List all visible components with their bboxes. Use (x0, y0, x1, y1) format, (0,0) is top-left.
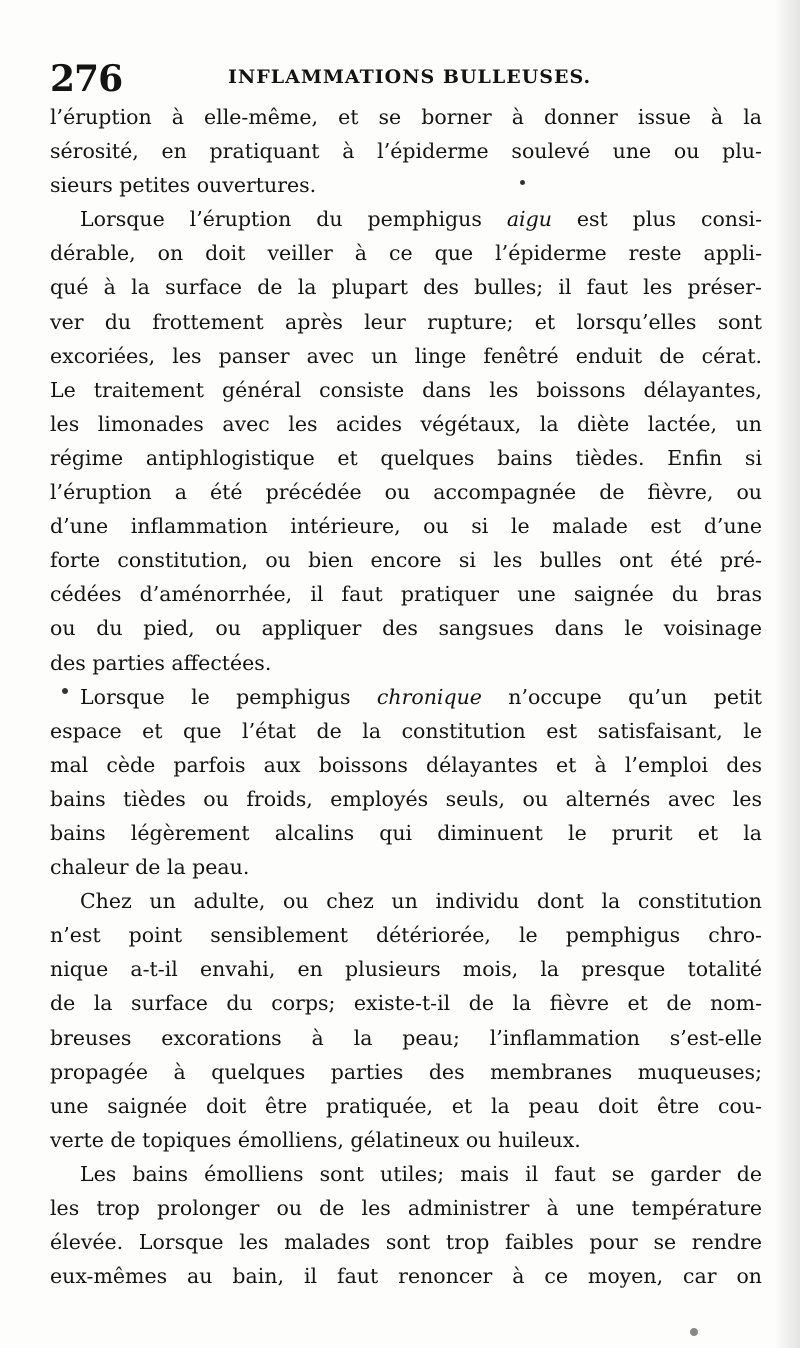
ink-speck (520, 180, 525, 185)
ink-speck (690, 1328, 698, 1336)
text-line: nique a-t-il envahi, en plusieurs mois, la presque totalité (50, 957, 762, 982)
ink-speck (62, 688, 68, 694)
text-line: qué à la surface de la plupart des bulles; il faut les préser- (50, 275, 762, 300)
text-line: breuses excorations à la peau; l’inflammation s’est-elle (50, 1025, 762, 1050)
text-line: mal cède parfois aux boissons délayantes et à l’emploi des (50, 752, 762, 777)
text-line: l’éruption a été précédée ou accompagnée de fièvre, ou (50, 480, 762, 505)
text-line: n’est point sensiblement détériorée, le pemphigus chro- (50, 923, 762, 948)
text-line: excoriées, les panser avec un linge fenêtré enduit de cérat. (50, 343, 762, 368)
text-line: eux-mêmes au bain, il faut renoncer à ce moyen, car on (50, 1264, 762, 1289)
text-line: régime antiphlogistique et quelques bains tièdes. Enfin si (50, 445, 762, 470)
text-line: élevée. Lorsque les malades sont trop faibles pour se rendre (50, 1230, 762, 1255)
page-number: 276 (50, 58, 123, 100)
text-line: Les bains émolliens sont utiles; mais il faut se garder de (80, 1161, 762, 1186)
text-line: sieurs petites ouvertures. (50, 173, 317, 198)
text-line: cédées d’aménorrhée, il faut pratiquer une saignée du bras (50, 582, 762, 607)
text-line: bains légèrement alcalins qui diminuent le prurit et la (50, 820, 762, 845)
text-line: une saignée doit être pratiquée, et la peau doit être cou- (50, 1093, 762, 1118)
running-title: INFLAMMATIONS BULLEUSES. (228, 66, 592, 88)
text-line: bains tièdes ou froids, employés seuls, ou alternés avec les (50, 786, 762, 811)
text-line: des parties affectées. (50, 650, 272, 675)
text-line: propagée à quelques parties des membranes muqueuses; (50, 1059, 762, 1084)
text-line: forte constitution, ou bien encore si les bulles ont été pré- (50, 548, 762, 573)
text-line: ver du frottement après leur rupture; et lorsqu’elles sont (50, 309, 762, 334)
text-line: Le traitement général consiste dans les boissons délayantes, (50, 377, 762, 402)
text-line: l’éruption à elle-même, et se borner à donner issue à la (50, 105, 762, 129)
text-line: chaleur de la peau. (50, 855, 250, 880)
text-line: les limonades avec les acides végétaux, la diète lactée, un (50, 411, 762, 436)
text-line: ou du pied, ou appliquer des sangsues dans le voisinage (50, 616, 762, 641)
text-line: dérable, on doit veiller à ce que l’épiderme reste appli- (50, 241, 762, 266)
text-line: verte de topiques émolliens, gélatineux ou huileux. (50, 1127, 581, 1152)
text-line: sérosité, en pratiquant à l’épiderme soulevé une ou plu- (50, 139, 762, 164)
text-line: Lorsque l’éruption du pemphigus aigu est plus consi- (80, 207, 763, 232)
text-line: les trop prolonger ou de les administrer à une température (50, 1196, 762, 1220)
text-line: de la surface du corps; existe-t-il de la fièvre et de nom- (50, 991, 762, 1016)
page-header (50, 58, 764, 98)
body-text (50, 100, 762, 1293)
text-line: Lorsque le pemphigus chronique n’occupe qu’un petit (80, 684, 762, 709)
text-line: d’une inflammation intérieure, ou si le malade est d’une (50, 514, 762, 539)
text-line: Chez un adulte, ou chez un individu dont la constitution (80, 889, 762, 914)
page-edge-shadow (774, 0, 800, 1348)
text-line: espace et que l’état de la constitution est satisfaisant, le (50, 718, 762, 743)
